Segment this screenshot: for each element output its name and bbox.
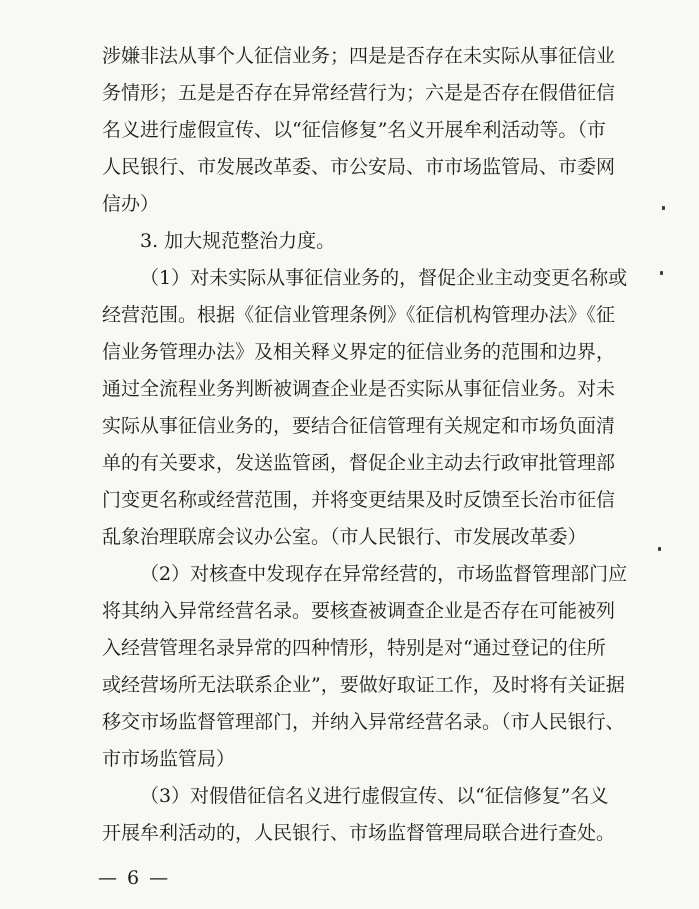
paragraph-first-line: （2）对核查中发现存在异常经营的，市场监督管理部门应 — [140, 563, 628, 585]
text-line: 或经营场所无法联系企业”，要做好取证工作，及时将有关证据 — [102, 674, 625, 696]
section-heading: 3. 加大规范整治力度。 — [140, 230, 336, 252]
text-line: 门变更名称或经营范围，并将变更结果及时反馈至长治市征信 — [102, 489, 616, 511]
text-line: 信办） — [102, 193, 160, 215]
text-line: 入经营管理名录异常的四种情形，特别是对“通过登记的住所 — [102, 637, 606, 659]
text-line: 实际从事征信业务的，要结合征信管理有关规定和市场负面清 — [102, 415, 616, 437]
text-line: 乱象治理联席会议办公室。（市人民银行、市发展改革委） — [102, 526, 587, 548]
text-line: 经营范围。根据《征信业管理条例》《征信机构管理办法》《征 — [102, 304, 616, 326]
text-line: 人民银行、市发展改革委、市公安局、市市场监管局、市委网 — [102, 156, 616, 178]
text-line: 务情形；五是是否存在异常经营行为；六是是否存在假借征信 — [102, 82, 616, 104]
text-line: 市市场监管局） — [102, 748, 236, 770]
text-line: 名义进行虚假宣传、以“征信修复”名义开展牟利活动等。（市 — [102, 119, 606, 141]
scan-speck — [658, 547, 661, 551]
text-line: 通过全流程业务判断被调查企业是否实际从事征信业务。对未 — [102, 378, 616, 400]
scan-speck — [662, 206, 665, 210]
text-line: 涉嫌非法从事个人征信业务；四是是否存在未实际从事征信业 — [102, 45, 616, 67]
page-number: — 6 — — [98, 867, 171, 889]
paragraph-first-line: （1）对未实际从事征信业务的，督促企业主动变更名称或 — [140, 267, 628, 289]
scan-speck — [660, 271, 663, 275]
text-line: 单的有关要求，发送监管函，督促企业主动去行政审批管理部 — [102, 452, 616, 474]
paragraph-first-line: （3）对假借征信名义进行虚假宣传、以“征信修复”名义 — [140, 785, 609, 807]
text-line: 将其纳入异常经营名录。要核查被调查企业是否存在可能被列 — [102, 600, 616, 622]
text-line: 开展牟利活动的，人民银行、市场监督管理局联合进行查处。 — [102, 822, 616, 844]
text-line: 移交市场监督管理部门，并纳入异常经营名录。（市人民银行、 — [102, 711, 625, 733]
text-line: 信业务管理办法》及相关释义界定的征信业务的范围和边界， — [102, 341, 616, 363]
